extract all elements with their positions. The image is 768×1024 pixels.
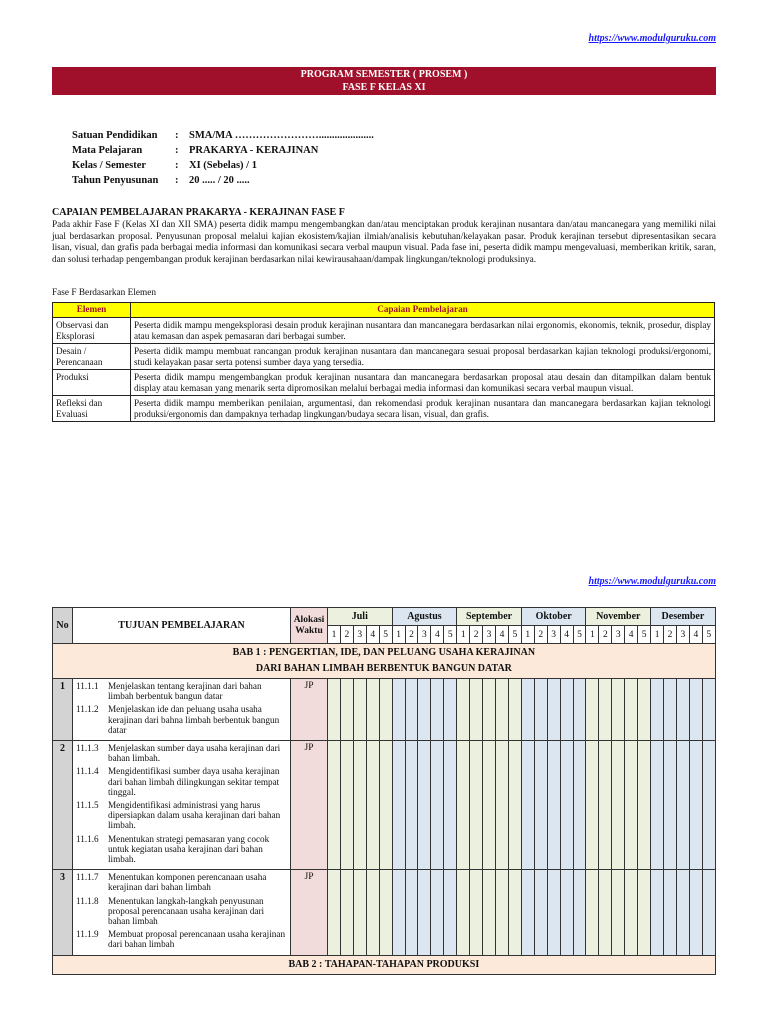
tujuan-code: 11.1.7 — [76, 872, 99, 883]
info-key: Kelas / Semester — [72, 160, 147, 171]
tujuan-item — [76, 929, 288, 949]
week-number: 4 — [366, 626, 379, 644]
week-number: 5 — [638, 626, 651, 644]
week-cell[interactable] — [431, 870, 444, 955]
week-cell[interactable] — [483, 679, 496, 741]
week-number: 2 — [405, 626, 418, 644]
tujuan-cell — [73, 870, 291, 955]
week-cell[interactable] — [328, 679, 341, 741]
tujuan-item — [76, 704, 288, 735]
week-number: 5 — [508, 626, 521, 644]
week-cell[interactable] — [664, 870, 677, 955]
week-number: 3 — [353, 626, 366, 644]
week-cell[interactable] — [573, 741, 586, 870]
week-cell[interactable] — [366, 870, 379, 955]
website-link-top[interactable]: https://www.modulguruku.com — [588, 33, 716, 44]
week-cell[interactable] — [366, 741, 379, 870]
row-number: 3 — [53, 870, 73, 955]
week-number: 3 — [676, 626, 689, 644]
month-header: November — [586, 608, 651, 626]
tujuan-text: Menentukan langkah-langkah penyusunan proposal perencanaan usaha kerajinan dari bahan limbah — [108, 895, 265, 927]
tujuan-text: Mengidentifikasi administrasi yang harus dipersiapkan dalam usaha kerajinan dari bahan limbah. — [108, 800, 281, 831]
info-row — [72, 173, 374, 188]
week-number: 1 — [392, 626, 405, 644]
table-row — [53, 741, 716, 870]
week-cell[interactable] — [392, 679, 405, 741]
week-cell[interactable] — [405, 870, 418, 955]
week-cell[interactable] — [560, 679, 573, 741]
week-number: 5 — [379, 626, 392, 644]
week-number: 1 — [457, 626, 470, 644]
tujuan-text: Menjelaskan sumber daya usaha kerajinan dari bahan limbah. — [108, 743, 281, 764]
week-cell[interactable] — [702, 741, 715, 870]
header-alokasi: Alokasi Waktu — [291, 608, 328, 644]
tujuan-item — [76, 800, 288, 831]
tujuan-code: 11.1.9 — [76, 929, 99, 940]
week-cell[interactable] — [534, 679, 547, 741]
week-cell[interactable] — [444, 741, 457, 870]
week-cell[interactable] — [328, 870, 341, 955]
week-cell[interactable] — [418, 870, 431, 955]
week-cell[interactable] — [689, 741, 702, 870]
week-cell[interactable] — [612, 870, 625, 955]
capaian-cell: Peserta didik mampu mengeksplorasi desain produk kerajinan nusantara dan mancanegara berdasarkan nilai ergonomis, ekonomis, teknik, prosedur, display atau kemasan dan aspek pemasaran dari berbagai sumber. — [131, 318, 715, 344]
tujuan-code: 11.1.5 — [76, 800, 99, 811]
week-cell[interactable] — [483, 741, 496, 870]
week-cell[interactable] — [702, 870, 715, 955]
week-cell[interactable] — [379, 741, 392, 870]
tujuan-item — [76, 681, 288, 701]
row-number: 2 — [53, 741, 73, 870]
week-cell[interactable] — [638, 741, 651, 870]
week-number: 2 — [470, 626, 483, 644]
week-number: 3 — [547, 626, 560, 644]
tujuan-text: Menentukan strategi pemasaran yang cocok untuk kegiatan usaha kerajinan dari bahan limbah. — [108, 833, 270, 865]
tujuan-cell — [73, 741, 291, 870]
week-cell[interactable] — [457, 679, 470, 741]
info-key: Tahun Penyusunan — [72, 175, 159, 186]
alokasi-cell: JP — [291, 741, 328, 870]
week-cell[interactable] — [638, 870, 651, 955]
week-cell[interactable] — [508, 741, 521, 870]
week-cell[interactable] — [625, 741, 638, 870]
tujuan-item — [76, 872, 288, 892]
info-key: Satuan Pendidikan — [72, 130, 158, 141]
tujuan-item — [76, 766, 288, 797]
row-number: 1 — [53, 679, 73, 741]
week-cell[interactable] — [689, 870, 702, 955]
week-cell[interactable] — [612, 679, 625, 741]
week-cell[interactable] — [586, 679, 599, 741]
header-elemen: Elemen — [53, 303, 131, 318]
header-no: No — [53, 608, 73, 644]
tujuan-code: 11.1.2 — [76, 704, 99, 715]
tujuan-text: Menjelaskan tentang kerajinan dari bahan limbah berbentuk bangun datar — [108, 681, 262, 702]
info-value: PRAKARYA - KERAJINAN — [189, 145, 319, 156]
week-cell[interactable] — [405, 741, 418, 870]
week-cell[interactable] — [599, 870, 612, 955]
bab-1-line-1: BAB 1 : PENGERTIAN, IDE, DAN PELUANG USAHA KERAJINAN — [232, 647, 536, 658]
week-cell[interactable] — [431, 741, 444, 870]
week-cell[interactable] — [470, 870, 483, 955]
bab-1-heading — [53, 644, 716, 679]
week-number: 1 — [586, 626, 599, 644]
table-row — [53, 318, 715, 344]
capaian-cell: Peserta didik mampu membuat rancangan produk kerajinan nusantara dan mancanegara sesuai proposal berdasarkan kajian teknologi produksi/ergonomi, studi kelayakan pasar serta potensi sumber daya yang tersedia. — [131, 344, 715, 370]
week-cell[interactable] — [457, 741, 470, 870]
week-cell[interactable] — [560, 870, 573, 955]
bab-1-line-2: DARI BAHAN LIMBAH BERBENTUK BANGUN DATAR — [255, 663, 512, 674]
week-cell[interactable] — [625, 870, 638, 955]
week-number: 2 — [340, 626, 353, 644]
week-number: 5 — [702, 626, 715, 644]
week-cell[interactable] — [379, 679, 392, 741]
tujuan-item — [76, 834, 288, 865]
week-cell[interactable] — [431, 679, 444, 741]
week-cell[interactable] — [496, 741, 509, 870]
week-cell[interactable] — [444, 870, 457, 955]
month-header: Oktober — [521, 608, 586, 626]
week-cell[interactable] — [625, 679, 638, 741]
bab-row — [53, 955, 716, 974]
week-number: 1 — [651, 626, 664, 644]
info-colon: : — [175, 160, 179, 171]
week-number: 4 — [496, 626, 509, 644]
info-value: SMA/MA ……………………..................... — [189, 130, 374, 141]
week-cell[interactable] — [457, 870, 470, 955]
capaian-cell: Peserta didik mampu memberikan penilaian, argumentasi, dan rekomendasi produk kerajinan nusantara dan mancanegara berdasarkan kajian teknologi produksi/ergonomis dan dampaknya terhadap lingkungan/budaya secara lisan, visual, dan grafis. — [131, 396, 715, 422]
week-number: 4 — [560, 626, 573, 644]
document-title — [52, 67, 716, 95]
prosem-table — [52, 607, 716, 975]
week-number: 3 — [483, 626, 496, 644]
week-cell[interactable] — [508, 870, 521, 955]
week-cell[interactable] — [418, 741, 431, 870]
cp-paragraph: Pada akhir Fase F (Kelas XI dan XII SMA) peserta didik mampu mengembangkan dan/atau menciptakan produk kerajinan nusantara dan/atau mancanegara yang memiliki nilai jual berdasarkan proposal. Penyusunan proposal melalui kajian ekosistem/kajian ilmiah/analisis kebutuhan/kelayakan pasar. Produk kerajinan tersebut dipresentasikan secara lisan, visual, dan grafis pada berbagai media informasi dan komunikasi secara verbal maupun visual. Pada fase ini, peserta didik mampu mengevaluasi, memberikan kritik, saran, dan solusi terhadap pengembangan produk kerajinan berdasarkan nilai kewirausahaan/dampak lingkungan/teknologi produksinya. — [52, 220, 716, 265]
elemen-cell: Produksi — [53, 370, 131, 396]
header-capaian: Capaian Pembelajaran — [131, 303, 715, 318]
week-number: 3 — [418, 626, 431, 644]
week-cell[interactable] — [353, 870, 366, 955]
week-cell[interactable] — [676, 741, 689, 870]
month-header: Juli — [328, 608, 393, 626]
month-header: Agustus — [392, 608, 457, 626]
elemen-cell: Observasi dan Eksplorasi — [53, 318, 131, 344]
info-value: XI (Sebelas) / 1 — [189, 160, 257, 171]
week-cell[interactable] — [521, 679, 534, 741]
info-value: 20 ..... / 20 ..... — [189, 175, 250, 186]
week-number: 5 — [444, 626, 457, 644]
elemen-cell: Desain / Perencanaan — [53, 344, 131, 370]
week-cell[interactable] — [676, 679, 689, 741]
week-cell[interactable] — [547, 870, 560, 955]
table-row — [53, 870, 716, 955]
week-cell[interactable] — [340, 741, 353, 870]
title-line-1: PROGRAM SEMESTER ( PROSEM ) — [300, 69, 468, 80]
week-cell[interactable] — [547, 741, 560, 870]
tujuan-text: Membuat proposal perencanaan usaha kerajinan dari bahan limbah — [108, 929, 286, 950]
week-cell[interactable] — [534, 870, 547, 955]
week-cell[interactable] — [573, 870, 586, 955]
table-row — [53, 370, 715, 396]
info-colon: : — [175, 145, 179, 156]
alokasi-cell: JP — [291, 870, 328, 955]
week-cell[interactable] — [340, 870, 353, 955]
week-cell[interactable] — [534, 741, 547, 870]
week-number: 2 — [599, 626, 612, 644]
info-row — [72, 143, 374, 158]
week-cell[interactable] — [547, 679, 560, 741]
identity-block — [72, 128, 374, 188]
week-number: 5 — [573, 626, 586, 644]
table-row — [53, 679, 716, 741]
week-cell[interactable] — [444, 679, 457, 741]
week-number: 4 — [689, 626, 702, 644]
tujuan-text: Menjelaskan ide dan peluang usaha usaha kerajinan dari bahna limbah berbentuk bangun datar — [108, 704, 280, 735]
week-cell[interactable] — [521, 870, 534, 955]
website-link-mid[interactable]: https://www.modulguruku.com — [588, 576, 716, 587]
tujuan-cell — [73, 679, 291, 741]
cp-heading: CAPAIAN PEMBELAJARAN PRAKARYA - KERAJINAN FASE F — [52, 207, 345, 218]
month-header-row — [53, 608, 716, 626]
elemen-header-row — [53, 303, 715, 318]
tujuan-item — [76, 896, 288, 927]
week-number: 3 — [612, 626, 625, 644]
week-number: 4 — [625, 626, 638, 644]
info-colon: : — [175, 175, 179, 186]
week-cell[interactable] — [496, 870, 509, 955]
bab-row — [53, 644, 716, 679]
tujuan-code: 11.1.1 — [76, 681, 99, 691]
week-cell[interactable] — [599, 679, 612, 741]
week-number: 2 — [664, 626, 677, 644]
week-cell[interactable] — [638, 679, 651, 741]
elemen-cell: Refleksi dan Evaluasi — [53, 396, 131, 422]
week-cell[interactable] — [392, 870, 405, 955]
week-cell[interactable] — [366, 679, 379, 741]
table-row — [53, 396, 715, 422]
tujuan-text: Mengidentifikasi sumber daya usaha kerajinan dari bahan limbah dilingkungan sekitar tempat tinggal. — [108, 766, 280, 797]
info-row — [72, 128, 374, 143]
week-number: 1 — [328, 626, 341, 644]
month-header: September — [457, 608, 522, 626]
elemen-table — [52, 302, 715, 422]
week-cell[interactable] — [702, 679, 715, 741]
week-cell[interactable] — [676, 870, 689, 955]
week-cell[interactable] — [560, 741, 573, 870]
week-cell[interactable] — [651, 870, 664, 955]
week-cell[interactable] — [483, 870, 496, 955]
header-tujuan: TUJUAN PEMBELAJARAN — [73, 608, 291, 644]
week-cell[interactable] — [651, 679, 664, 741]
fase-label: Fase F Berdasarkan Elemen — [52, 288, 157, 298]
week-cell[interactable] — [328, 741, 341, 870]
alokasi-cell: JP — [291, 679, 328, 741]
table-row — [53, 344, 715, 370]
week-cell[interactable] — [612, 741, 625, 870]
week-cell[interactable] — [664, 741, 677, 870]
tujuan-item — [76, 743, 288, 763]
tujuan-code: 11.1.3 — [76, 743, 99, 754]
week-cell[interactable] — [496, 679, 509, 741]
tujuan-text: Menentukan komponen perencanaan usaha kerajinan dari bahan limbah — [108, 872, 267, 893]
week-cell[interactable] — [405, 679, 418, 741]
tujuan-code: 11.1.6 — [76, 833, 99, 844]
week-cell[interactable] — [470, 741, 483, 870]
tujuan-code: 11.1.4 — [76, 766, 99, 777]
week-number: 4 — [431, 626, 444, 644]
tujuan-code: 11.1.8 — [76, 895, 99, 906]
week-cell[interactable] — [418, 679, 431, 741]
week-cell[interactable] — [586, 741, 599, 870]
week-cell[interactable] — [664, 679, 677, 741]
week-number: 1 — [521, 626, 534, 644]
capaian-cell: Peserta didik mampu mengembangkan produk kerajinan nusantara dan mancanegara berdasarkan proposal atau desain dan ditampilkan dalam bentuk display atau kemasan yang menarik serta dipromosikan melalui berbagai media informasi dan komunikasi secara verbal maupun visual. — [131, 370, 715, 396]
week-cell[interactable] — [353, 741, 366, 870]
info-row — [72, 158, 374, 173]
week-cell[interactable] — [521, 741, 534, 870]
week-cell[interactable] — [651, 741, 664, 870]
week-cell[interactable] — [379, 870, 392, 955]
week-cell[interactable] — [340, 679, 353, 741]
week-cell[interactable] — [599, 741, 612, 870]
week-cell[interactable] — [508, 679, 521, 741]
week-cell[interactable] — [689, 679, 702, 741]
month-header: Desember — [651, 608, 716, 626]
info-key: Mata Pelajaran — [72, 145, 143, 156]
week-cell[interactable] — [470, 679, 483, 741]
week-cell[interactable] — [392, 741, 405, 870]
info-colon: : — [175, 130, 179, 141]
bab-2-heading: BAB 2 : TAHAPAN-TAHAPAN PRODUKSI — [53, 955, 716, 974]
title-line-2: FASE F KELAS XI — [342, 82, 426, 93]
week-number: 2 — [534, 626, 547, 644]
week-cell[interactable] — [353, 679, 366, 741]
week-cell[interactable] — [573, 679, 586, 741]
week-cell[interactable] — [586, 870, 599, 955]
